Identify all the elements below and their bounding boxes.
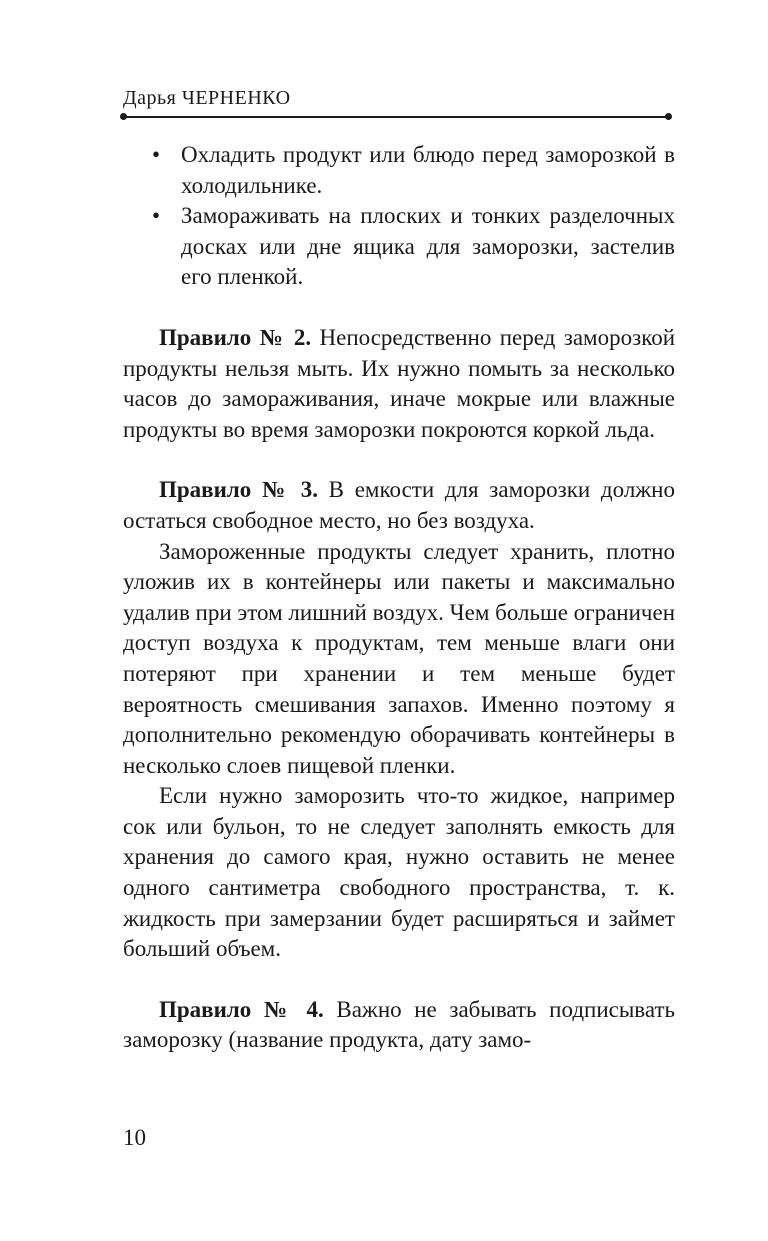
rule-4-text: Важно не забывать подписывать заморозку (название продукта, дату замо-: [123, 996, 676, 1053]
rule-2-paragraph: [123, 323, 675, 445]
rule-2-text: Непосредственно перед заморозкой продукты нельзя мыть. Их нужно помыть за несколько часов до замораживания, иначе мокрые или влажные продукты во время заморозки покроются коркой льда.: [123, 324, 676, 442]
author-name: Дарья ЧЕРНЕНКО: [123, 87, 291, 109]
header-rule: [123, 116, 669, 118]
rule-3-text: В емкости для заморозки должно остаться свободное место, но без воздуха.: [123, 477, 675, 533]
bullet-icon: •: [152, 203, 161, 229]
liquid-paragraph: Если нужно заморозить что-то жидкое, например сок или бульон, то не следует заполнять емкость для хранения до самого края, нужно оставить не менее одного сантиметра свободного пространства, т. к. жидкость при замерзании будет расширяться и займет больший объем.: [123, 783, 675, 962]
bullet-list: [123, 140, 675, 293]
rule-2-label: Правило № 2.: [159, 324, 312, 350]
list-item: [123, 201, 675, 293]
page-number: 10: [123, 1125, 146, 1150]
list-item: [123, 140, 675, 201]
rule-3-label: Правило № 3.: [159, 477, 318, 503]
page-body: [123, 140, 675, 1056]
rule-4-label: Правило № 4.: [159, 996, 324, 1022]
bullet-text: Охладить продукт или блюдо перед заморозкой в холодильнике.: [181, 142, 675, 198]
rule-3-paragraph: [123, 475, 675, 536]
bullet-text: Замораживать на плоских и тонких разделочных досках или дне ящика для заморозки, застелив его пленкой.: [181, 203, 675, 290]
running-header: [123, 86, 669, 118]
storage-paragraph: Замороженные продукты следует хранить, плотно уложив их в контейнеры или пакеты и максимально удалив при этом лишний воздух. Чем больше ограничен доступ воздуха к продуктам, тем меньше влаги они потеряют при хранении и тем меньше будет вероятность смешивания запахов. Именно поэтому я дополнительно рекомендую оборачивать контейнеры в несколько слоев пищевой пленки.: [123, 538, 675, 778]
rule-4-paragraph: [123, 995, 675, 1056]
bullet-icon: •: [152, 142, 161, 167]
